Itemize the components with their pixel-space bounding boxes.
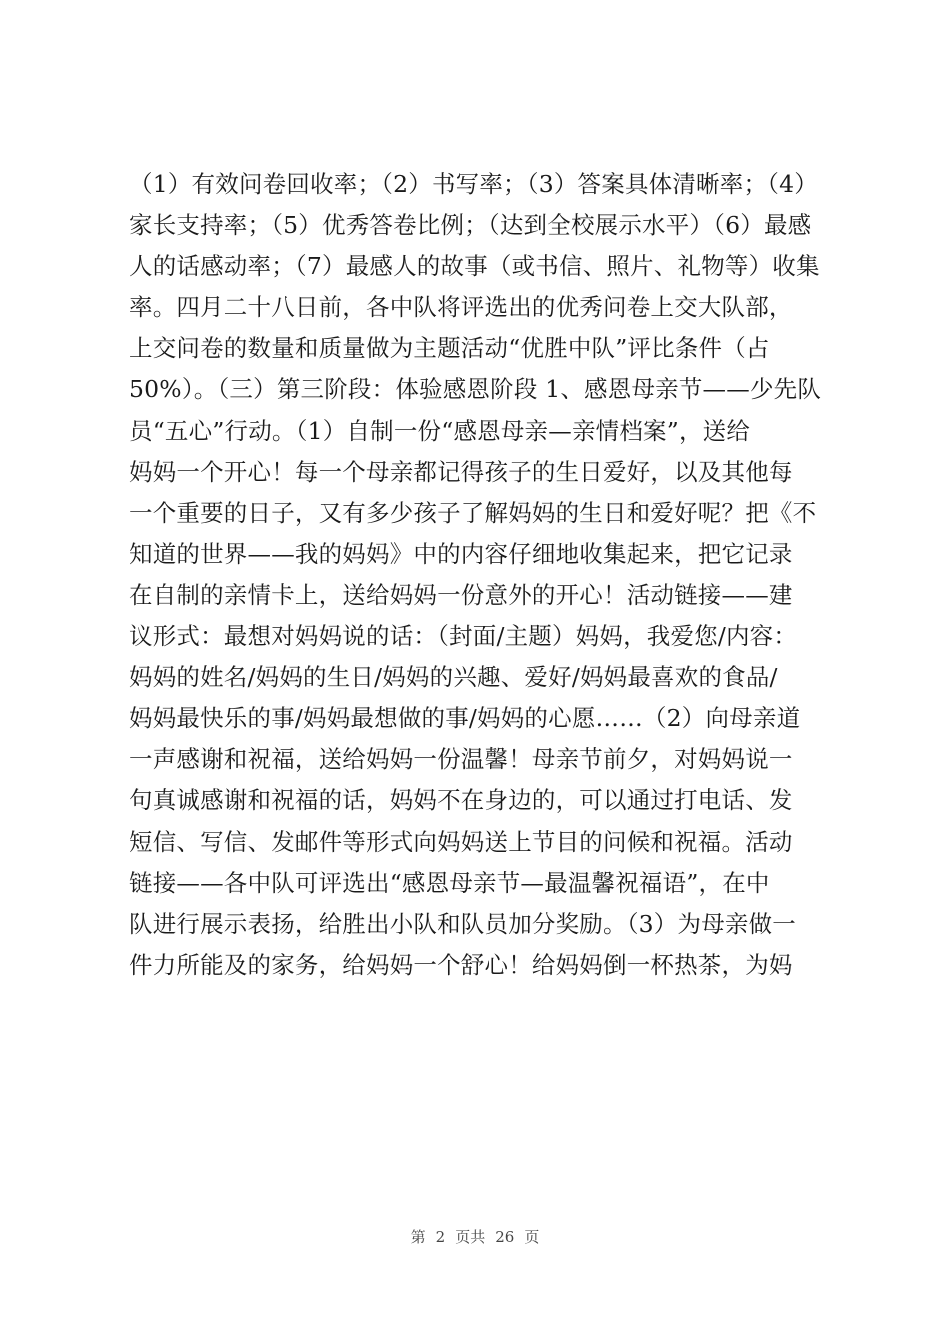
- text-line: 员“五心”行动。（1）自制一份“感恩母亲—亲情档案”，送给: [129, 416, 751, 445]
- text-line: 短信、写信、发邮件等形式向妈妈送上节目的问候和祝福。活动: [129, 827, 793, 856]
- text-line: 上交问卷的数量和质量做为主题活动“优胜中队”评比条件（占: [129, 334, 770, 363]
- footer-page-number: 2: [435, 1228, 446, 1246]
- footer-total-pages: 26: [495, 1228, 515, 1246]
- footer-suffix: 页: [524, 1228, 540, 1246]
- text-line: 一个重要的日子，又有多少孩子了解妈妈的生日和爱好呢？把《不: [129, 498, 817, 527]
- text-line: 人的话感动率；（7）最感人的故事（或书信、照片、礼物等）收集: [129, 252, 820, 281]
- text-line: 在自制的亲情卡上，送给妈妈一份意外的开心！活动链接——建: [129, 580, 793, 609]
- text-line: 句真诚感谢和祝福的话，妈妈不在身边的，可以通过打电话、发: [129, 786, 793, 815]
- body-text: [129, 164, 854, 986]
- text-line: 家长支持率；（5）优秀答卷比例；（达到全校展示水平）（6）最感: [129, 211, 812, 240]
- text-line: 件力所能及的家务，给妈妈一个舒心！给妈妈倒一杯热茶，为妈: [129, 950, 793, 979]
- text-line: 率。四月二十八日前，各中队将评选出的优秀问卷上交大队部，: [129, 293, 793, 322]
- text-line: 议形式：最想对妈妈说的话：（封面/主题）妈妈，我爱您/内容：: [129, 622, 798, 651]
- text-line: 妈妈的姓名/妈妈的生日/妈妈的兴趣、爱好/妈妈最喜欢的食品/: [129, 663, 778, 692]
- text-line: 50%）。（三）第三阶段：体验感恩阶段 1、感恩母亲节——少先队: [129, 375, 822, 404]
- text-line: 一声感谢和祝福，送给妈妈一份温馨！母亲节前夕，对妈妈说一: [129, 745, 793, 774]
- text-line: （1）有效问卷回收率；（2）书写率；（3）答案具体清晰率；（4）: [129, 170, 818, 198]
- page-footer: [0, 1226, 950, 1247]
- footer-middle: 页共: [455, 1228, 486, 1246]
- footer-prefix: 第: [410, 1228, 426, 1246]
- text-line: 知道的世界——我的妈妈》中的内容仔细地收集起来，把它记录: [129, 539, 793, 568]
- text-line: 队进行展示表扬，给胜出小队和队员加分奖励。（3）为母亲做一: [129, 909, 797, 938]
- text-line: 妈妈最快乐的事/妈妈最想做的事/妈妈的心愿……（2）向母亲道: [129, 704, 801, 733]
- text-line: 链接——各中队可评选出“感恩母亲节—最温馨祝福语”，在中: [129, 868, 770, 897]
- text-line: 妈妈一个开心！每一个母亲都记得孩子的生日爱好，以及其他每: [129, 457, 793, 486]
